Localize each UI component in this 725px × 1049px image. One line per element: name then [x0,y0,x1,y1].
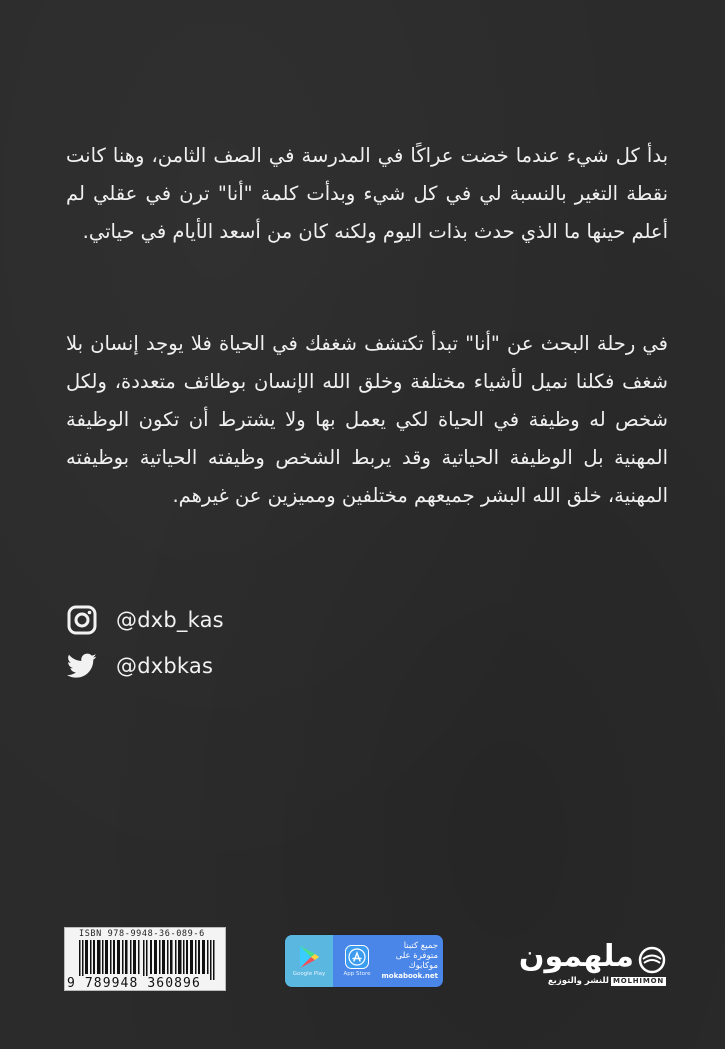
publisher-tagline [548,976,666,986]
app-store-icon [345,945,369,969]
store-url[interactable]: mokabook.net [381,972,438,980]
store-badge-text [377,941,438,981]
app-store-label: App Store [343,971,371,977]
publisher-name-en: MOLHIMON [612,976,664,985]
app-store-section[interactable] [333,935,443,987]
google-play-label: Google Play [292,971,326,977]
publisher-tagline-ar: للنشر والتوزيع [547,976,609,986]
instagram-handle: @dxb_kas [116,608,224,632]
instagram-icon [66,604,98,636]
barcode-bars-icon [79,940,219,980]
publisher-name-ar: ملهمون [518,939,634,974]
twitter-handle: @dxbkas [116,654,214,678]
isbn-barcode [64,927,226,991]
google-play-section[interactable] [285,935,333,987]
twitter-icon [66,650,98,682]
store-text-line-1: جميع كتبنا [403,941,438,951]
social-instagram[interactable] [66,604,224,636]
barcode-digits: 9 789948 360896 [67,976,201,991]
store-text-line-2: متوفرة على [395,951,438,961]
blurb-paragraph-1: بدأ كل شيء عندما خضت عراكًا في المدرسة في الصف الثامن، وهنا كانت نقطة التغير بالنسبة لي في كل شيء وبدأت كلمة "أنا" ترن في عقلي لم أعلم حينها ما الذي حدث بذات اليوم ولكنه كان من أسعد الأيام في حياتي. [66,143,668,243]
publisher-emblem-icon [638,946,666,974]
publisher-logo [500,939,670,990]
isbn-label: ISBN 978-9948-36-089-6 [79,929,205,939]
blurb-paragraph-2: في رحلة البحث عن "أنا" تبدأ تكتشف شغفك في الحياة فلا يوجد إنسان بلا شغف فكلنا نميل لأشياء مختلفة وخلق الله الإنسان بوظائف متعددة، ولكل شخص له وظيفة في الحياة لكي يعمل بها ولا يشترط أن تكون الوظيفة المهنية بل الوظيفة الحياتية وقد يربط الشخص وظيفته الحياتية بوظيفته المهنية، خلق الله البشر جميعهم مختلفين ومميزين عن غيرهم. [66,331,668,507]
google-play-icon [298,945,320,969]
social-twitter[interactable] [66,650,213,682]
store-text-line-3: موكابوك [408,961,438,971]
mokabook-store-badge[interactable] [285,935,443,987]
